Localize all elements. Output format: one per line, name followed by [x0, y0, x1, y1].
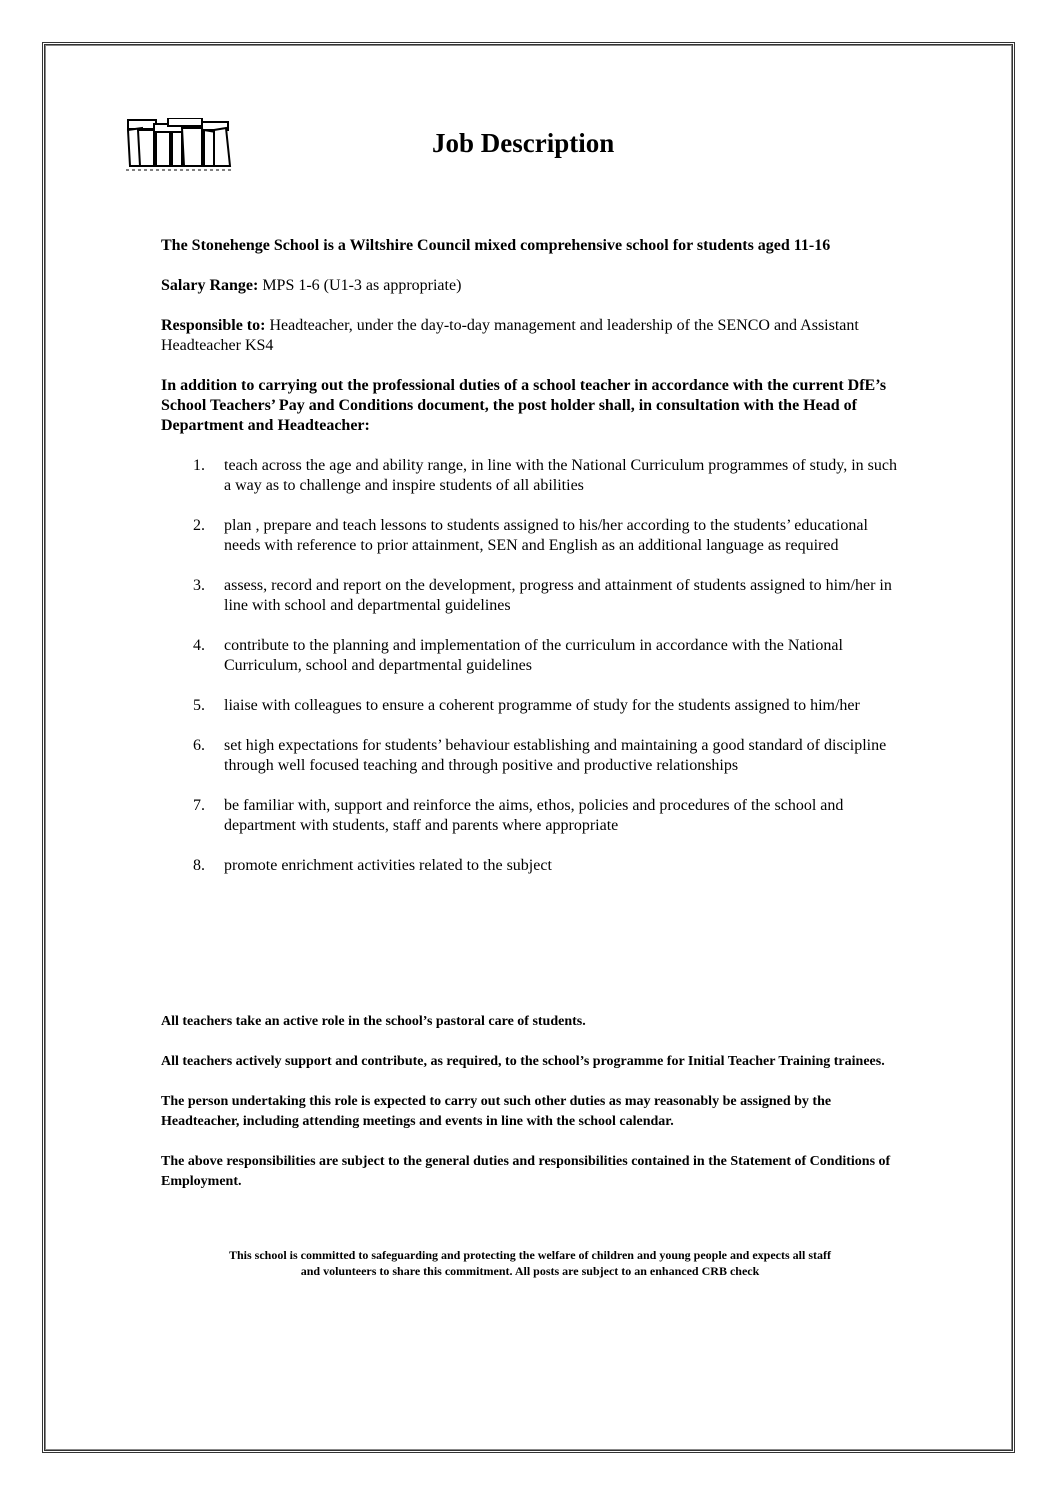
duty-item [161, 736, 906, 776]
duty-text: liaise with colleagues to ensure a coherent programme of study for the students assigned to him/her [224, 697, 860, 714]
duty-text: plan , prepare and teach lessons to students assigned to his/her according to the students’ educational needs with reference to prior attainment, SEN and English as an additional language as required [224, 517, 868, 554]
responsible-value: Headteacher, under the day-to-day management and leadership of the SENCO and Assistant Headteacher KS4 [161, 317, 859, 354]
job-content [161, 236, 906, 896]
responsible-to [161, 316, 906, 356]
duties-list [161, 456, 906, 876]
duty-text: promote enrichment activities related to the subject [224, 857, 552, 874]
note-itt: All teachers actively support and contribute, as required, to the school’s programme for Initial Teacher Training trainees. [161, 1054, 885, 1069]
duty-item [161, 856, 906, 876]
page-title: Job Description [432, 128, 615, 158]
duty-number: 5. [193, 697, 205, 714]
duty-number: 2. [193, 517, 205, 534]
footer-line-1: This school is committed to safeguarding and protecting the welfare of children and young people and expects all staff [228, 1248, 831, 1262]
duties-intro: In addition to carrying out the professional duties of a school teacher in accordance with the current DfE’s School Teachers’ Pay and Conditions document, the post holder shall, in consultation with the Head of Department and Headteacher: [161, 377, 887, 434]
duty-item [161, 636, 906, 676]
duty-text: teach across the age and ability range, in line with the National Curriculum programmes of study, in such a way as to challenge and inspire students of all abilities [224, 457, 897, 494]
stonehenge-logo-icon [124, 118, 254, 180]
duty-number: 6. [193, 737, 205, 754]
duty-item [161, 696, 906, 716]
duty-item [161, 516, 906, 556]
duty-item [161, 576, 906, 616]
duty-item [161, 456, 906, 496]
duty-number: 1. [193, 457, 205, 474]
duty-number: 8. [193, 857, 205, 874]
notes-section [161, 1012, 906, 1212]
duty-text: be familiar with, support and reinforce the aims, ethos, policies and procedures of the school and department with students, staff and parents where appropriate [224, 797, 844, 834]
duty-item [161, 796, 906, 836]
safeguarding-footer [160, 1247, 900, 1279]
duty-text: contribute to the planning and implementation of the curriculum in accordance with the National Curriculum, school and departmental guidelines [224, 637, 843, 674]
note-conditions: The above responsibilities are subject to the general duties and responsibilities contained in the Statement of Conditions of Employment. [161, 1154, 891, 1189]
school-statement: The Stonehenge School is a Wiltshire Council mixed comprehensive school for students aged 11-16 [161, 237, 831, 254]
note-other-duties: The person undertaking this role is expected to carry out such other duties as may reasonably be assigned by the Headteacher, including attending meetings and events in line with the school calendar. [161, 1094, 832, 1129]
duty-number: 4. [193, 637, 205, 654]
duty-text: set high expectations for students’ behaviour establishing and maintaining a good standard of discipline through well focused teaching and through positive and productive relationships [224, 737, 887, 774]
salary-range [161, 276, 906, 296]
duty-number: 7. [193, 797, 205, 814]
footer-line-2: and volunteers to share this commitment. All posts are subject to an enhanced CRB check [300, 1264, 760, 1278]
salary-label: Salary Range: [161, 277, 259, 294]
duty-text: assess, record and report on the development, progress and attainment of students assigned to him/her in line with school and departmental guidelines [224, 577, 892, 614]
responsible-label: Responsible to: [161, 317, 266, 334]
note-pastoral: All teachers take an active role in the school’s pastoral care of students. [161, 1014, 586, 1029]
salary-value: MPS 1-6 (U1-3 as appropriate) [262, 277, 462, 294]
duty-number: 3. [193, 577, 205, 594]
